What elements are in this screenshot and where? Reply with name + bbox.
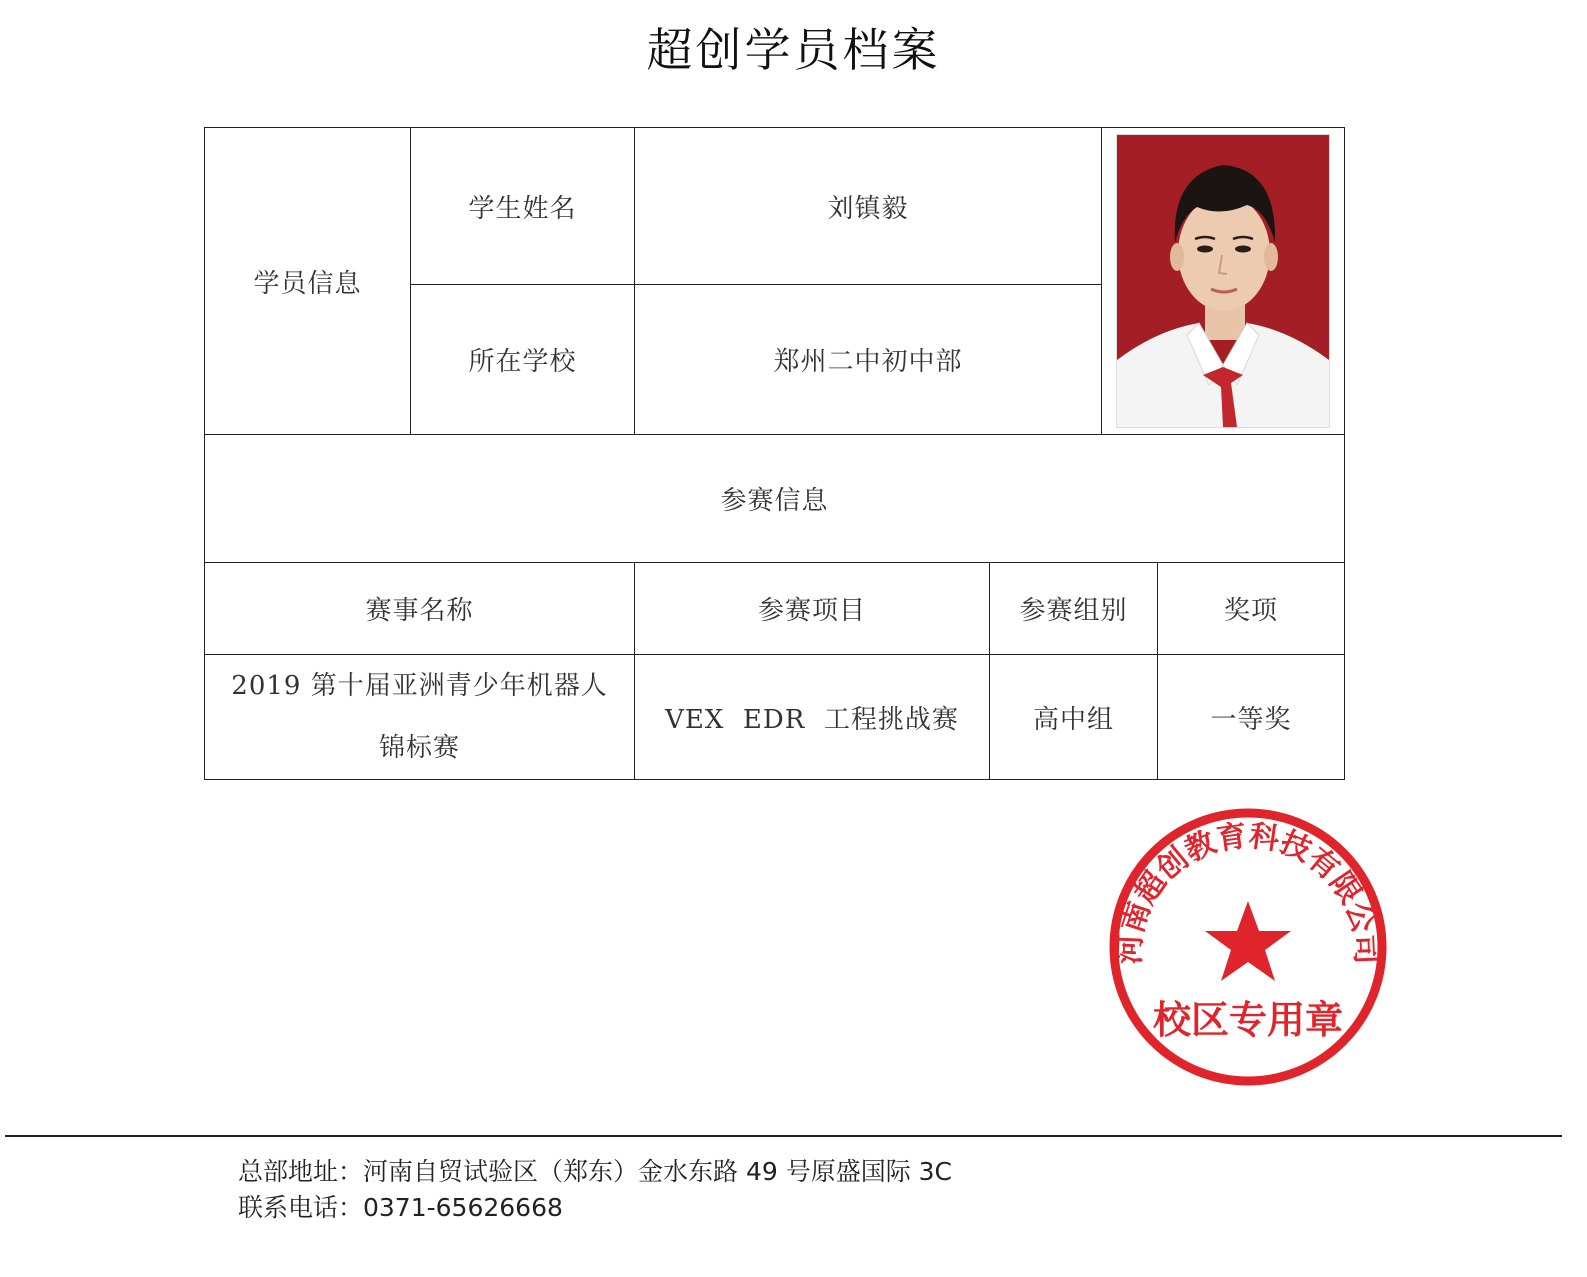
table-row — [205, 655, 1345, 780]
student-name-value: 刘镇毅 — [635, 128, 1102, 285]
student-profile-table — [204, 127, 1345, 780]
school-value: 郑州二中初中部 — [635, 285, 1102, 435]
stamp-bottom-text: 校区专用章 — [1152, 998, 1344, 1042]
header-event-name: 赛事名称 — [205, 563, 635, 655]
school-label: 所在学校 — [411, 285, 635, 435]
student-info-section-label: 学员信息 — [205, 128, 411, 435]
group-cell: 高中组 — [990, 655, 1158, 780]
competition-info-section-label: 参赛信息 — [205, 435, 1345, 563]
project-cell: VEX EDR 工程挑战赛 — [635, 655, 990, 780]
footer-divider — [5, 1135, 1562, 1137]
event-name-line1: 2019 第十届亚洲青少年机器人 — [231, 671, 608, 701]
official-seal-stamp — [1106, 805, 1390, 1089]
event-name-line2: 锦标赛 — [378, 733, 460, 763]
star-icon — [1205, 901, 1291, 981]
event-name-cell — [205, 655, 635, 780]
header-group: 参赛组别 — [990, 563, 1158, 655]
footer-address: 总部地址：河南自贸试验区（郑东）金水东路 49 号原盛国际 3C — [238, 1157, 953, 1186]
photo-cell — [1102, 128, 1345, 435]
award-cell: 一等奖 — [1158, 655, 1345, 780]
document-title: 超创学员档案 — [646, 23, 941, 77]
student-photo — [1117, 135, 1329, 427]
student-portrait-icon — [1117, 135, 1329, 427]
stamp-company-name: 河南超创教育科技有限公司 — [1112, 818, 1384, 966]
header-award: 奖项 — [1158, 563, 1345, 655]
footer-phone: 联系电话：0371-65626668 — [238, 1193, 563, 1222]
header-project: 参赛项目 — [635, 563, 990, 655]
student-name-label: 学生姓名 — [411, 128, 635, 285]
